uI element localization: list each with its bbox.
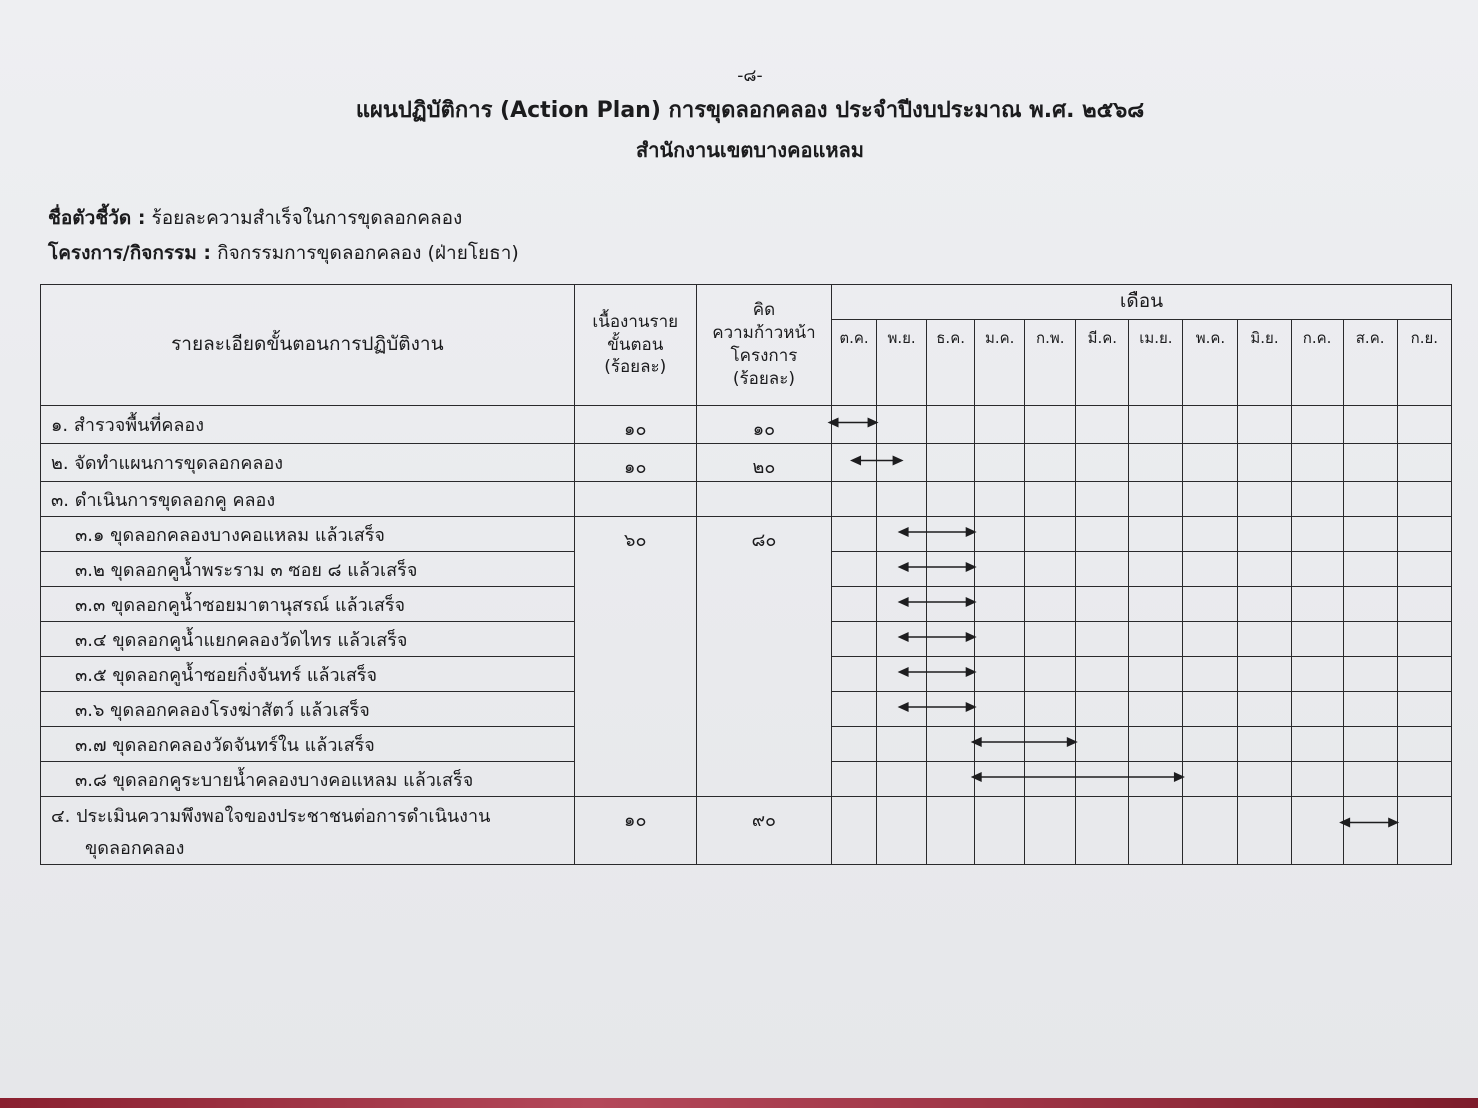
progress-cell: ๘๐ [696,517,831,797]
month-cell [1238,657,1291,692]
step-cell [41,797,575,865]
table-row [41,406,1452,444]
month-cell [1129,517,1183,552]
month-cell [1076,482,1129,517]
month-cell [975,657,1025,692]
month-cell [1291,517,1343,552]
month-cell [975,406,1025,444]
month-cell [1291,482,1343,517]
month-cell [1076,657,1129,692]
month-cell [975,587,1025,622]
header-months: เดือน [832,285,1452,320]
header-workload: เนื้องานราย ขั้นตอน (ร้อยละ) [574,285,696,406]
month-cell [832,552,877,587]
month-cell [1397,406,1451,444]
month-cell [1129,622,1183,657]
month-cell [1343,622,1397,657]
month-cell [1397,692,1451,727]
month-cell [877,692,927,727]
month-cell [1025,517,1076,552]
project-label: โครงการ/กิจกรรม : [48,242,212,264]
month-cell [1129,482,1183,517]
month-cell [927,797,975,865]
month-cell [1129,406,1183,444]
step-text: ๓.๕ ขุดลอกคูน้ำซอยกิ่งจันทร์ แล้วเสร็จ [75,664,378,686]
month-cell [1025,552,1076,587]
month-cell [1129,657,1183,692]
document-subtitle: สำนักงานเขตบางคอแหลม [636,138,864,162]
step-text: ๔. ประเมินความพึงพอใจของประชาชนต่อการดำเนินงาน [51,806,491,827]
project-line [48,238,519,268]
month-cell [1238,552,1291,587]
month-header: ต.ค. [832,320,877,406]
month-cell [1291,587,1343,622]
month-cell [927,727,975,762]
page-number: -๘- [737,66,763,86]
header-progress: คิด ความก้าวหน้า โครงการ (ร้อยละ) [696,285,831,406]
workload-cell: ๑๐ [574,444,696,482]
progress-cell: ๒๐ [696,444,831,482]
month-cell [1076,727,1129,762]
month-cell [1238,622,1291,657]
month-cell [1343,482,1397,517]
month-cell [1291,622,1343,657]
month-header: เม.ย. [1129,320,1183,406]
step-cell [41,692,575,727]
month-cell [927,406,975,444]
month-header: มิ.ย. [1238,320,1291,406]
month-cell [1238,517,1291,552]
month-cell [1397,727,1451,762]
month-cell [1343,692,1397,727]
month-header: พ.ย. [877,320,927,406]
step-text-continued: ขุดลอกคลอง [85,837,185,859]
indicator-line [48,203,462,233]
month-cell [1025,482,1076,517]
month-cell [1343,657,1397,692]
step-cell [41,622,575,657]
month-cell [1129,692,1183,727]
step-text: ๓.๗ ขุดลอกคลองวัดจันทร์ใน แล้วเสร็จ [75,734,375,756]
indicator-value: ร้อยละความสำเร็จในการขุดลอกคลอง [151,207,463,229]
month-cell [1397,444,1451,482]
month-cell [1129,797,1183,865]
action-plan-table [40,284,1452,865]
month-cell [1129,762,1183,797]
progress-cell: ๙๐ [696,797,831,865]
month-cell [877,797,927,865]
month-cell [1238,444,1291,482]
month-cell [877,406,927,444]
month-cell [832,587,877,622]
month-cell [877,552,927,587]
month-cell [1025,692,1076,727]
step-cell [41,444,575,482]
month-cell [877,482,927,517]
month-cell [877,657,927,692]
month-cell [1183,692,1238,727]
month-cell [1397,657,1451,692]
month-cell [1343,797,1397,865]
month-cell [877,444,927,482]
month-cell [1291,797,1343,865]
month-cell [832,482,877,517]
month-cell [1076,762,1129,797]
month-cell [1025,727,1076,762]
step-cell [41,552,575,587]
indicator-label: ชื่อตัวชี้วัด : [48,207,146,229]
month-cell [877,762,927,797]
month-cell [1025,444,1076,482]
month-cell [1025,406,1076,444]
month-cell [1076,622,1129,657]
month-cell [927,444,975,482]
month-cell [975,762,1025,797]
month-cell [1238,727,1291,762]
month-cell [1076,517,1129,552]
month-cell [877,727,927,762]
month-cell [975,444,1025,482]
month-cell [927,762,975,797]
project-value: กิจกรรมการขุดลอกคลอง (ฝ่ายโยธา) [217,242,519,264]
month-cell [1129,444,1183,482]
month-header: ก.ย. [1397,320,1451,406]
month-cell [1343,552,1397,587]
month-cell [1397,762,1451,797]
month-cell [1343,587,1397,622]
workload-cell: ๑๐ [574,797,696,865]
step-cell [41,587,575,622]
month-cell [1076,406,1129,444]
month-cell [832,727,877,762]
month-cell [1076,692,1129,727]
month-cell [1343,517,1397,552]
month-cell [927,517,975,552]
month-cell [975,622,1025,657]
month-cell [927,587,975,622]
table-row [41,517,1452,552]
month-cell [1076,797,1129,865]
month-cell [1291,406,1343,444]
month-cell [975,517,1025,552]
month-cell [1025,797,1076,865]
month-cell [1183,444,1238,482]
month-cell [1183,552,1238,587]
step-cell [41,762,575,797]
month-header: มี.ค. [1076,320,1129,406]
month-cell [1343,762,1397,797]
step-text: ๓.๖ ขุดลอกคลองโรงฆ่าสัตว์ แล้วเสร็จ [75,699,370,721]
month-cell [927,622,975,657]
month-cell [975,797,1025,865]
month-cell [1183,657,1238,692]
step-cell [41,517,575,552]
step-cell [41,406,575,444]
month-cell [1183,587,1238,622]
step-text: ๓.๓ ขุดลอกคูน้ำซอยมาตานุสรณ์ แล้วเสร็จ [75,594,406,616]
month-cell [1025,622,1076,657]
month-cell [832,692,877,727]
month-cell [975,482,1025,517]
month-cell [1183,406,1238,444]
month-cell [1291,727,1343,762]
step-text: ๓.๔ ขุดลอกคูน้ำแยกคลองวัดไทร แล้วเสร็จ [75,629,408,651]
month-cell [1397,517,1451,552]
month-cell [1025,762,1076,797]
month-cell [1183,517,1238,552]
header-steps: รายละเอียดขั้นตอนการปฏิบัติงาน [41,285,575,406]
progress-cell: ๑๐ [696,406,831,444]
month-cell [927,657,975,692]
month-cell [1183,797,1238,865]
month-cell [832,797,877,865]
month-cell [927,482,975,517]
month-cell [877,587,927,622]
step-cell [41,727,575,762]
month-cell [832,762,877,797]
month-cell [1397,797,1451,865]
month-cell [1238,406,1291,444]
month-cell [1343,444,1397,482]
month-header: ม.ค. [975,320,1025,406]
table-cloth-edge [0,1098,1478,1108]
month-cell [1183,762,1238,797]
step-text: ๑. สำรวจพื้นที่คลอง [51,415,204,436]
month-cell [1291,444,1343,482]
step-text: ๓.๘ ขุดลอกคูระบายน้ำคลองบางคอแหลม แล้วเสร็จ [75,769,474,791]
workload-cell: ๑๐ [574,406,696,444]
month-header: พ.ค. [1183,320,1238,406]
step-text: ๒. จัดทำแผนการขุดลอกคลอง [51,453,284,474]
month-cell [1076,444,1129,482]
workload-cell [574,482,696,517]
step-text: ๓. ดำเนินการขุดลอกคู คลอง [51,489,276,511]
month-cell [1397,587,1451,622]
month-cell [1025,657,1076,692]
table-row [41,444,1452,482]
month-cell [975,727,1025,762]
month-cell [1238,482,1291,517]
step-cell [41,482,575,517]
document-title: แผนปฏิบัติการ (Action Plan) การขุดลอกคลอง ประจำปีงบประมาณ พ.ศ. ๒๕๖๘ [355,98,1145,123]
month-cell [877,517,927,552]
month-cell [1397,482,1451,517]
month-cell [1238,692,1291,727]
month-cell [877,622,927,657]
month-cell [1397,552,1451,587]
progress-cell [696,482,831,517]
month-cell [1238,797,1291,865]
month-cell [1397,622,1451,657]
month-cell [1183,727,1238,762]
month-cell [1291,657,1343,692]
month-cell [1129,587,1183,622]
month-cell [1238,762,1291,797]
step-text: ๓.๑ ขุดลอกคลองบางคอแหลม แล้วเสร็จ [75,524,385,546]
month-cell [1291,552,1343,587]
month-cell [1291,692,1343,727]
month-header: ก.ค. [1291,320,1343,406]
month-cell [927,552,975,587]
month-cell [832,517,877,552]
month-cell [975,552,1025,587]
month-cell [1076,587,1129,622]
month-cell [1343,727,1397,762]
month-header: ส.ค. [1343,320,1397,406]
month-cell [832,406,877,444]
month-cell [1025,587,1076,622]
step-cell [41,657,575,692]
month-cell [1129,727,1183,762]
month-cell [975,692,1025,727]
month-cell [1076,552,1129,587]
table-row [41,482,1452,517]
month-cell [1129,552,1183,587]
month-cell [1183,622,1238,657]
month-header: ธ.ค. [927,320,975,406]
table-row [41,797,1452,865]
month-cell [832,622,877,657]
month-cell [1238,587,1291,622]
month-cell [1183,482,1238,517]
month-cell [927,692,975,727]
workload-cell: ๖๐ [574,517,696,797]
step-text: ๓.๒ ขุดลอกคูน้ำพระราม ๓ ซอย ๘ แล้วเสร็จ [75,559,418,581]
month-cell [1343,406,1397,444]
month-header: ก.พ. [1025,320,1076,406]
month-cell [1291,762,1343,797]
month-cell [832,444,877,482]
month-cell [832,657,877,692]
